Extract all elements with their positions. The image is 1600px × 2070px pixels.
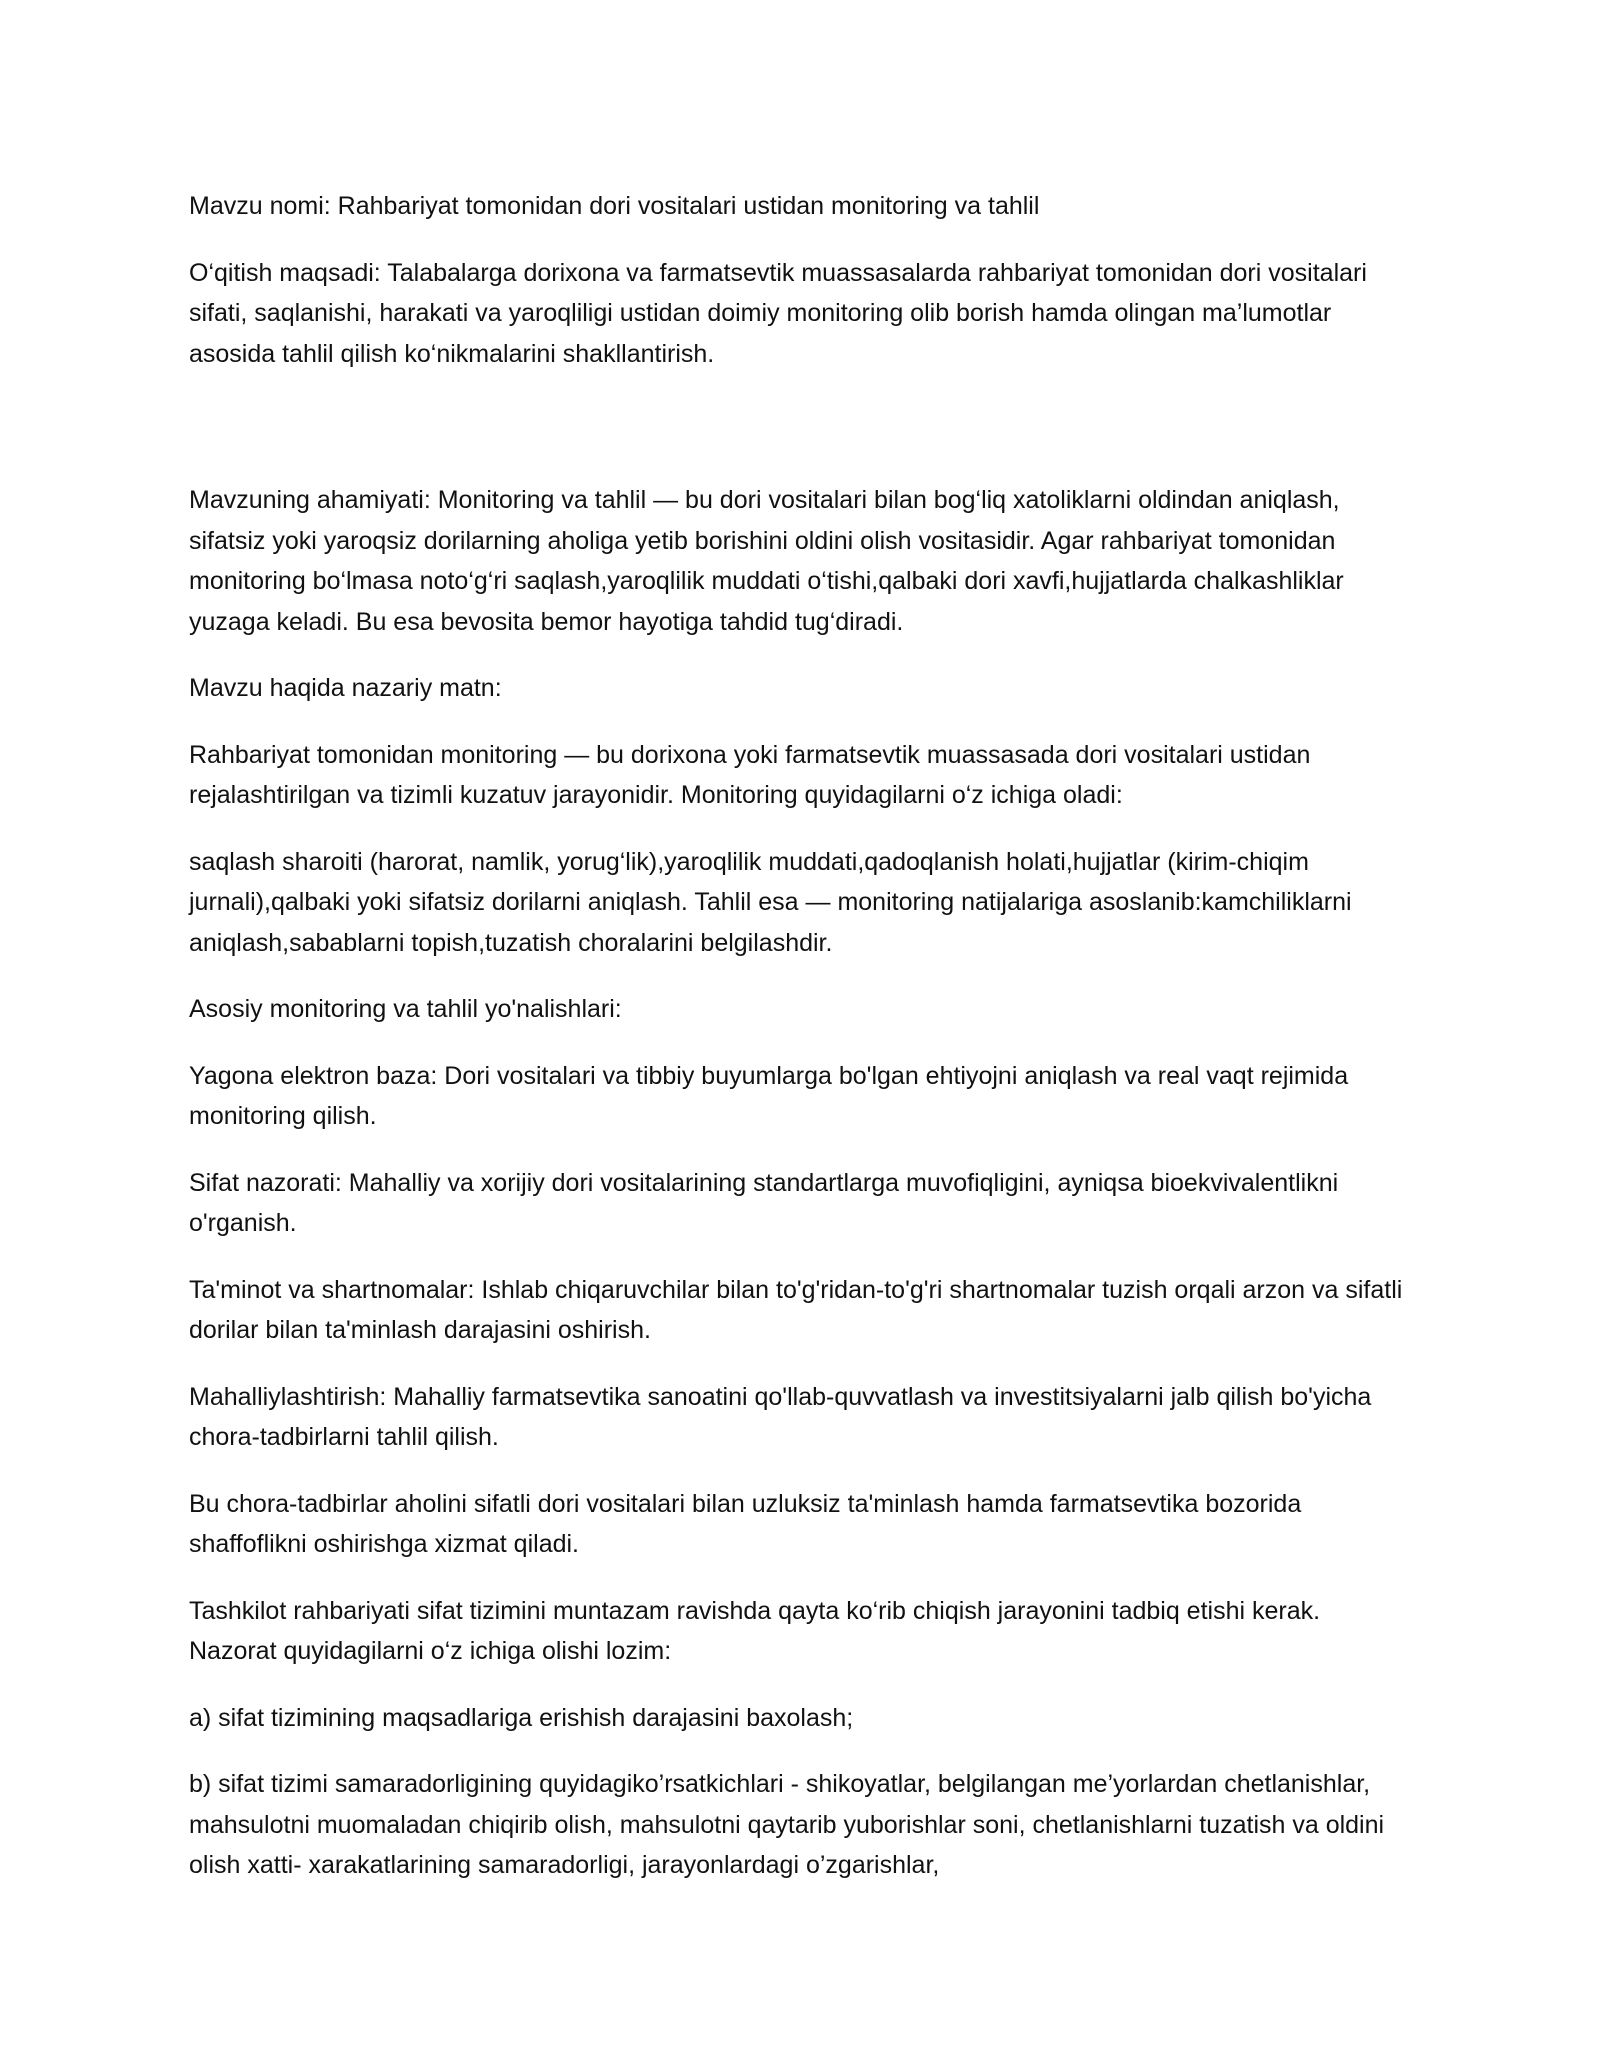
quality-control-paragraph: Sifat nazorati: Mahalliy va xorijiy dori vositalarining standartlarga muvofiqligini, ayniqsa bioekvivalentlikni o'rganish. (189, 1168, 1339, 1237)
measures-summary-paragraph: Bu chora-tadbirlar aholini sifatli dori vositalari bilan uzluksiz ta'minlash hamda farmatsevtika bozorida shaffoflikni oshirishga xizmat qiladi. (189, 1489, 1302, 1558)
supply-contracts-paragraph: Ta'minot va shartnomalar: Ishlab chiqaruvchilar bilan to'g'ridan-to'g'ri shartnomalar tuzish orqali arzon va sifatli dorilar bilan ta'minlash darajasini oshirish. (189, 1275, 1403, 1344)
monitoring-definition-paragraph: Rahbariyat tomonidan monitoring — bu dorixona yoki farmatsevtik muassasada dori vositalari ustidan rejalashtirilgan va tizimli kuzatuv jarayonidir. Monitoring quyidagilarni o‘z ichiga oladi: (189, 740, 1311, 809)
learning-goal-paragraph: O‘qitish maqsadi: Talabalarga dorixona va farmatsevtik muassasalarda rahbariyat tomonidan dori vositalari sifati, saqlanishi, harakati va yaroqliligi ustidan doimiy monitoring olib borish hamda olingan ma’lumotlar asosida tahlil qilish ko‘nikmalarini shakllantirish. (189, 258, 1367, 368)
document-body (189, 186, 1411, 1912)
theory-heading-paragraph: Mavzu haqida nazariy matn: (189, 674, 502, 702)
directions-heading-paragraph: Asosiy monitoring va tahlil yo'nalishlari: (189, 995, 622, 1023)
topic-title-paragraph: Mavzu nomi: Rahbariyat tomonidan dori vositalari ustidan monitoring va tahlil (189, 192, 1040, 220)
list-item-a-paragraph: a) sifat tizimining maqsadlariga erishish darajasini baxolash; (189, 1703, 854, 1732)
electronic-database-paragraph: Yagona elektron baza: Dori vositalari va tibbiy buyumlarga bo'lgan ehtiyojni aniqlash va real vaqt rejimida monitoring qilish. (189, 1061, 1349, 1130)
localization-paragraph: Mahalliylashtirish: Mahalliy farmatsevtika sanoatini qo'llab-quvvatlash va investitsiyalarni jalb qilish bo'yicha chora-tadbirlarni tahlil qilish. (189, 1382, 1372, 1451)
topic-importance-paragraph: Mavzuning ahamiyati: Monitoring va tahlil — bu dori vositalari bilan bog‘liq xatoliklarni oldindan aniqlash, sifatsiz yoki yaroqsiz dorilarning aholiga yetib borishini oldini olish vositasidir. Agar rahbariyat tomonidan monitoring bo‘lmasa noto‘g‘ri saqlash,yaroqlilik muddati o‘tishi,qalbaki dori xavfi,hujjatlarda chalkashliklar yuzaga keladi. Bu esa bevosita bemor hayotiga tahdid tug‘diradi. (189, 486, 1344, 636)
management-review-paragraph: Tashkilot rahbariyati sifat tizimini muntazam ravishda qayta ko‘rib chiqish jarayonini tadbiq etishi kerak. Nazorat quyidagilarni o‘z ichiga olishi lozim: (189, 1596, 1321, 1665)
list-item-b-paragraph: b) sifat tizimi samaradorligining quyidagiko’rsatkichlari - shikoyatlar, belgilangan me’yorlardan chetlanishlar, mahsulotni muomaladan chiqirib olish, mahsulotni qaytarib yuborishlar soni, chetlanishlarni tuzatish va oldini olish xatti- xarakatlarining samaradorligi, jarayonlardagi o’zgarishlar, (189, 1770, 1385, 1879)
monitoring-scope-paragraph: saqlash sharoiti (harorat, namlik, yorug‘lik),yaroqlilik muddati,qadoqlanish holati,hujjatlar (kirim-chiqim jurnali),qalbaki yoki sifatsiz dorilarni aniqlash. Tahlil esa — monitoring natijalariga asoslanib:kamchiliklarni aniqlash,sabablarni topish,tuzatish choralarini belgilashdir. (189, 847, 1352, 957)
